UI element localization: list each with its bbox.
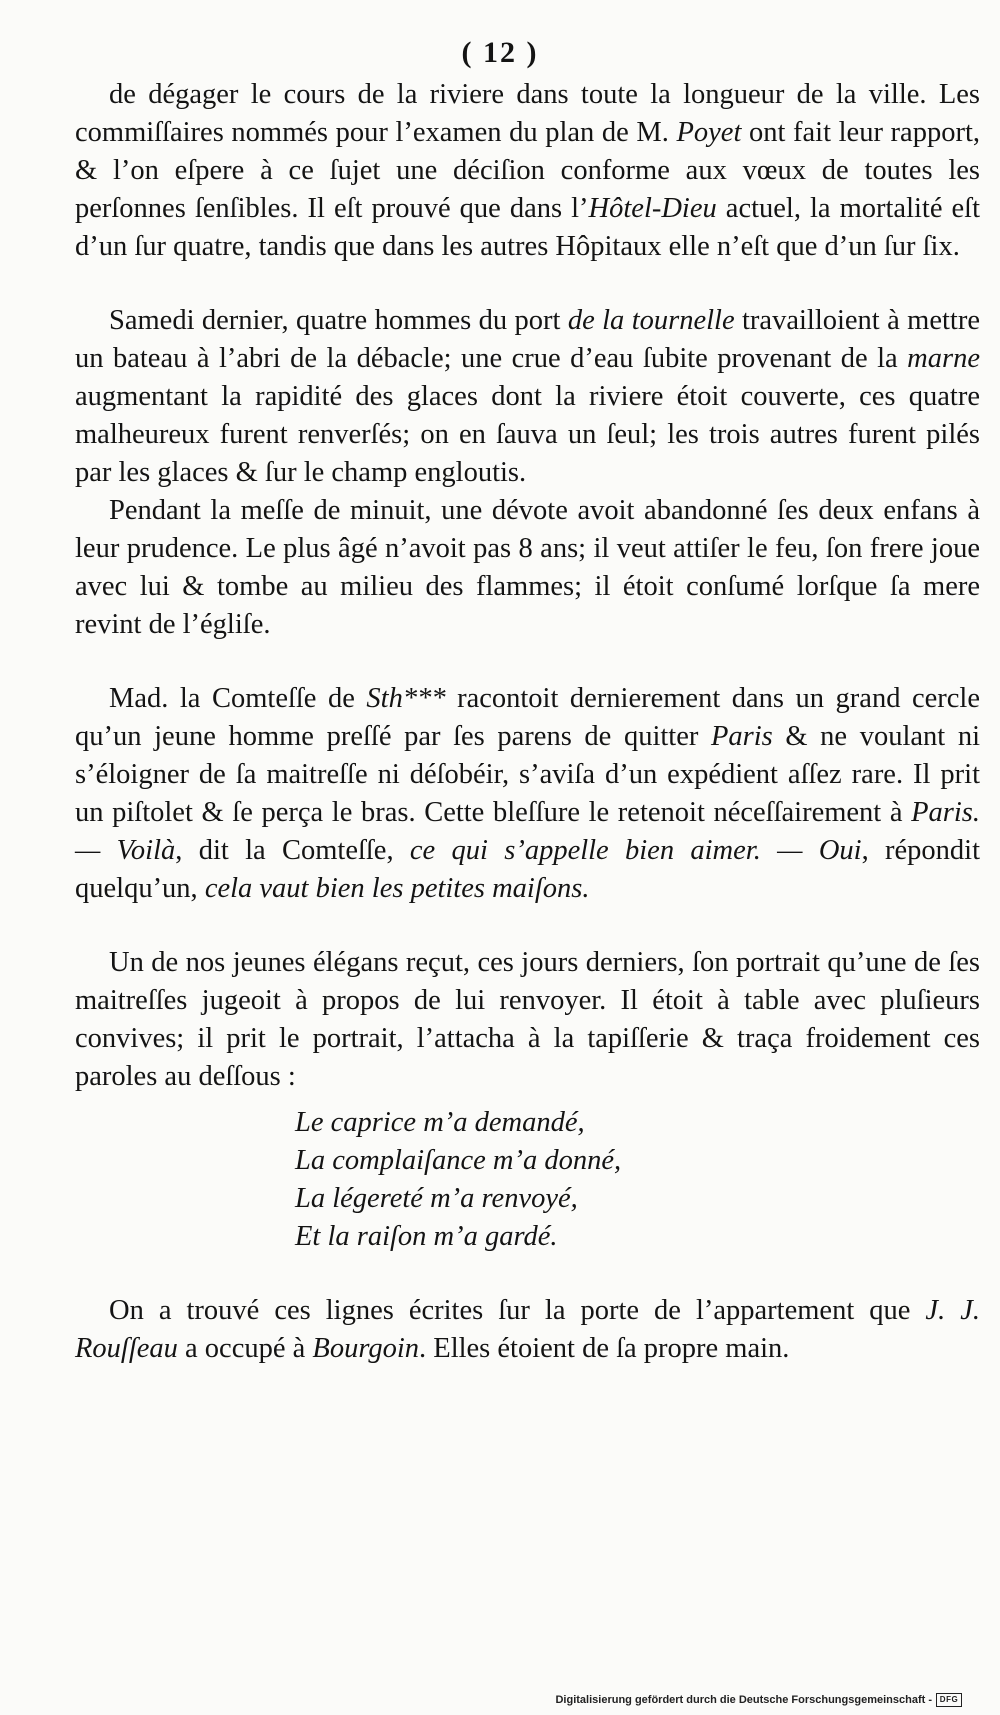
italic-segment: marne [907,343,980,374]
italic-segment: Poyet [676,117,742,148]
text-segment: Mad. la Comteſſe de [109,683,367,714]
paragraph-comtesse [75,680,980,908]
paragraph-portrait [75,944,980,1096]
text-segment: Un de nos jeunes élégans reçut, ces jours derniers, ſon portrait qu’une de ſes maitreſſes jugeoit à propos de lui renvoyer. Il étoit à table avec pluſieurs convives; il prit le portrait, l’attacha à la tapiſſerie & traça froidement ces paroles au deſſous : [75,947,980,1092]
italic-segment: ce qui s’appelle bien aimer. — Oui [409,835,862,866]
paragraph-hotel-dieu [75,76,980,266]
italic-segment: Sth*** [366,683,446,714]
paragraph-tournelle [75,302,980,492]
page-number: ( 12 ) [461,36,539,69]
text-segment: a occupé à [177,1333,313,1364]
text-segment: On a trouvé ces lignes écrites ſur la porte de l’appartement que [109,1295,926,1326]
text-segment: . Elles étoient de ſa propre main. [419,1333,790,1364]
text-segment: Pendant la meſſe de minuit, une dévote avoit abandonné ſes deux enfans à leur prudence. Le plus âgé n’avoit pas 8 ans; il veut attiſer le feu, ſon frere joue avec lui & tombe au milieu des flammes; il étoit conſumé lorſque ſa mere revint de l’égliſe. [75,495,980,640]
text-segment: , dit la Comteſſe, [175,835,410,866]
verse-line: Le caprice m’a demandé, [295,1107,585,1138]
verse-line: Et la raiſon m’a gardé. [295,1221,558,1252]
body-text [75,76,980,1368]
italic-segment: cela vaut bien les petites maiſons. [204,873,590,904]
italic-segment: Hôtel-Dieu [588,193,717,224]
text-segment: travailloient à mettre un bateau à l’abri de la débacle; une crue d’eau ſubite provenant de la [75,305,980,374]
verse-block [295,1104,980,1256]
italic-segment: Paris [710,721,773,752]
italic-segment: de la tournelle [567,305,735,336]
paragraph-rousseau [75,1292,980,1368]
italic-segment: Bourgoin [312,1333,420,1364]
text-segment: Samedi dernier, quatre hommes du port [109,305,568,336]
verse-line: La légereté m’a renvoyé, [295,1183,578,1214]
text-segment: , répondit quelqu’un, [75,835,980,904]
text-segment: actuel, la mortalité eſt d’un ſur quatre, tandis que dans les autres Hôpitaux elle n’eſt que d’un ſur ſix. [75,193,980,262]
credit-text: Digitalisierung gefördert durch die Deutsche Forschungsgemeinschaft - [555,1694,932,1706]
paragraph-messe-de-minuit [75,492,980,644]
digitization-credit [555,1693,962,1707]
text-segment: & ne voulant ni s’éloigner de ſa maitreſſe ni déſobéir, s’aviſa d’un expédient aſſez rare. Il prit un piſtolet & ſe perça le bras. Cette bleſſure le retenoit néceſſairement à [75,721,980,828]
dfg-logo-icon: DFG [936,1693,962,1707]
italic-segment: J. J. Rouſſeau [75,1295,980,1364]
text-segment: de dégager le cours de la riviere dans toute la longueur de la ville. Les commiſſaires nommés pour l’examen du plan de M. [75,79,980,148]
text-segment: ont fait leur rapport, & l’on eſpere à ce ſujet une déciſion conforme aux vœux de toutes les perſonnes ſenſibles. Il eſt prouvé que dans l’ [75,117,980,224]
italic-segment: Paris. — Voilà [75,797,980,866]
verse-line: La complaiſance m’a donné, [295,1145,622,1176]
text-segment: augmentant la rapidité des glaces dont la riviere étoit couverte, ces quatre malheureux furent renverſés; on en ſauva un ſeul; les trois autres furent pilés par les glaces & ſur le champ engloutis. [75,381,980,488]
text-segment: racontoit dernierement dans un grand cercle qu’un jeune homme preſſé par ſes parens de quitter [75,683,980,752]
